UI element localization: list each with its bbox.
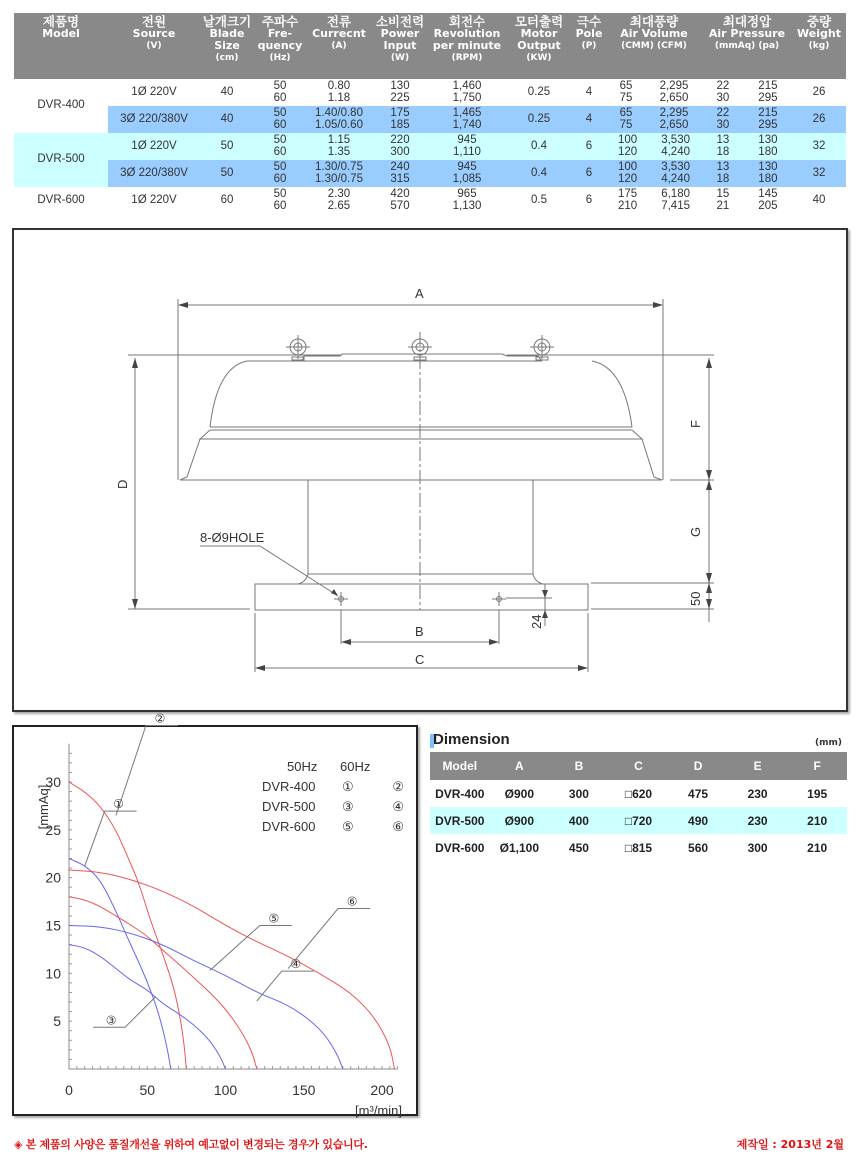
cell-current: 1.30/0.75 1.30/0.75 [306, 160, 372, 187]
dimension-cell: DVR-500 [430, 807, 490, 834]
dimension-header-cell: B [549, 752, 609, 780]
legend-col-50hz: 50Hz [287, 759, 318, 774]
dimension-cell: 195 [807, 786, 828, 801]
curve-1 [69, 859, 171, 1069]
x-tick-label: 100 [213, 1082, 238, 1098]
header-korean: 회전수 [448, 14, 486, 29]
spec-row [14, 106, 846, 133]
x-tick-label: 50 [139, 1082, 156, 1098]
cell-power: 175 185 [372, 106, 428, 133]
spec-header-cell [606, 13, 702, 79]
label-g: G [688, 526, 703, 537]
y-tick-label: 5 [53, 1013, 61, 1030]
dimension-cell: 230 [728, 807, 788, 834]
cell-rpm: 965 1,130 [428, 187, 506, 214]
cell-pole: 4 [572, 79, 606, 106]
dimension-cell: 230 [747, 786, 768, 801]
cell-motor: 0.25 [506, 106, 572, 133]
dimension-cell: 300 [568, 786, 589, 801]
cell-air-volume: 65 2,295 75 2,650 [606, 79, 702, 106]
cell-model: DVR-400 [14, 79, 108, 133]
dimension-cell: 400 [549, 807, 609, 834]
spec-header-cell [108, 13, 200, 79]
header-korean: 최대풍량 [629, 14, 679, 29]
dimension-drawing [12, 228, 848, 712]
dimension-cell: 300 [747, 840, 768, 855]
header-english: Blade Size [209, 27, 245, 52]
cell-hz: 50 60 [254, 79, 306, 106]
spec-header-cell [428, 13, 506, 79]
cell-power: 220 300 [372, 133, 428, 160]
dimension-table [430, 752, 847, 861]
cell-blade: 50 [200, 133, 254, 160]
cell-hz: 50 60 [254, 187, 306, 214]
label-f: F [688, 420, 703, 428]
y-axis-label: [mmAq] [36, 784, 51, 830]
dimension-cell: 210 [807, 840, 828, 855]
header-english: Weight [797, 27, 841, 40]
cell-pole: 6 [572, 187, 606, 214]
spec-row [14, 160, 846, 187]
header-unit: (KW) [526, 53, 552, 63]
cell-pole: 6 [572, 133, 606, 160]
x-tick-label: 0 [65, 1082, 73, 1098]
label-d: D [115, 479, 130, 489]
annotation-leader [116, 725, 178, 815]
dimension-header-cell: C [609, 752, 669, 780]
cell-weight: 26 [792, 79, 846, 106]
cell-air-pressure: 13 130 18 180 [702, 133, 792, 160]
spec-header-cell [702, 13, 792, 79]
legend-marker: ④ [392, 799, 404, 814]
header-korean: 모터출력 [514, 14, 564, 29]
header-unit: (kg) [808, 41, 830, 51]
y-tick-label: 10 [45, 965, 61, 982]
spec-header-cell [572, 13, 606, 79]
annotation-label: ① [113, 797, 125, 812]
dimension-title: Dimension [433, 731, 510, 748]
y-tick-label: 25 [45, 821, 61, 838]
header-unit: (P) [581, 41, 597, 51]
cell-hz: 50 60 [254, 160, 306, 187]
cell-air-pressure: 22 215 30 295 [702, 79, 792, 106]
legend-marker: ⑤ [342, 819, 354, 834]
spec-header-cell [306, 13, 372, 79]
legend-row-model: DVR-400 [262, 779, 316, 794]
chart-svg [12, 711, 422, 1120]
dimension-header-cell: E [728, 752, 788, 780]
cell-air-volume: 65 2,295 75 2,650 [606, 106, 702, 133]
header-english: Air Volume [620, 27, 688, 40]
cell-source: 3Ø 220/380V [108, 106, 200, 133]
spec-header-cell [792, 13, 846, 79]
legend-marker: ① [342, 779, 354, 794]
cell-blade: 40 [200, 106, 254, 133]
dimension-header-row [430, 752, 847, 780]
cell-blade: 60 [200, 187, 254, 214]
annotation-leader [85, 811, 137, 866]
header-korean: 날개크기 [202, 14, 252, 29]
dimension-cell: □620 [624, 786, 653, 801]
cell-weight: 32 [792, 160, 846, 187]
label-a: A [415, 286, 424, 301]
label-hole: 8-Ø9HOLE [200, 530, 265, 545]
spec-header-cell [200, 13, 254, 79]
drawing-svg [14, 230, 850, 714]
legend-marker: ② [392, 779, 404, 794]
cell-rpm: 1,465 1,740 [428, 106, 506, 133]
cell-pole: 4 [572, 106, 606, 133]
dimension-cell: Ø900 [504, 786, 535, 801]
x-axis-label: [m³/min] [355, 1103, 402, 1118]
dimension-header-cell: Model [430, 752, 490, 780]
cell-weight: 26 [792, 106, 846, 133]
curve-3 [69, 945, 226, 1069]
curve-4 [69, 897, 257, 1069]
header-english: Model [42, 27, 80, 40]
performance-chart [12, 711, 418, 1118]
cell-current: 1.40/0.80 1.05/0.60 [306, 106, 372, 133]
curve-5 [69, 926, 343, 1070]
spec-row [14, 79, 846, 106]
cell-air-volume: 175 6,180 210 7,415 [606, 187, 702, 214]
annotation-label: ④ [290, 957, 302, 972]
cell-blade: 40 [200, 79, 254, 106]
legend-row-model: DVR-600 [262, 819, 316, 834]
legend-col-60hz: 60Hz [340, 759, 371, 774]
y-tick-label: 20 [45, 869, 61, 886]
cell-model: DVR-600 [14, 187, 108, 214]
annotation-leader [93, 997, 155, 1027]
cell-air-pressure: 22 215 30 295 [702, 106, 792, 133]
dimension-cell: 210 [787, 807, 847, 834]
cell-current: 0.80 1.18 [306, 79, 372, 106]
header-korean: 소비전력 [375, 14, 425, 29]
header-english: Air Pressure [708, 27, 786, 40]
spec-table [14, 13, 846, 214]
dimension-header-cell: D [668, 752, 728, 780]
cell-air-volume: 100 3,530 120 4,240 [606, 160, 702, 187]
cell-weight: 32 [792, 133, 846, 160]
cell-source: 1Ø 220V [108, 133, 200, 160]
header-korean: 제품명 [42, 14, 80, 29]
annotation-label: ② [154, 711, 166, 726]
dimension-cell: 450 [568, 840, 589, 855]
legend-marker: ③ [342, 799, 354, 814]
cell-motor: 0.4 [506, 133, 572, 160]
cell-pole: 6 [572, 160, 606, 187]
cell-power: 420 570 [372, 187, 428, 214]
dimension-cell: DVR-400 [435, 786, 485, 801]
header-english: Source [132, 27, 176, 40]
cell-air-pressure: 13 130 18 180 [702, 160, 792, 187]
dimension-row [430, 807, 847, 834]
curve-2 [69, 782, 186, 1069]
header-korean: 전류 [326, 14, 352, 29]
spec-header-row [14, 13, 846, 79]
spec-change-notice: ◈ 본 제품의 사양은 품질개선을 위하여 예고없이 변경되는 경우가 있습니다. [14, 1138, 368, 1151]
cell-source: 3Ø 220/380V [108, 160, 200, 187]
y-tick-label: 30 [45, 774, 61, 790]
legend-row-model: DVR-500 [262, 799, 316, 814]
cell-source: 1Ø 220V [108, 79, 200, 106]
y-tick-label: 15 [45, 917, 61, 934]
header-unit: (mmAq) (pa) [714, 41, 780, 51]
x-tick-label: 200 [370, 1082, 394, 1098]
header-unit: (W) [390, 53, 410, 63]
header-unit: (RPM) [451, 53, 483, 63]
spec-row [14, 187, 846, 214]
x-tick-label: 150 [292, 1082, 316, 1098]
annotation-label: ⑤ [268, 911, 280, 926]
cell-hz: 50 60 [254, 133, 306, 160]
spec-row [14, 133, 846, 160]
cell-source: 1Ø 220V [108, 187, 200, 214]
cell-air-pressure: 15 145 21 205 [702, 187, 792, 214]
header-english: Currecnt [312, 27, 366, 40]
cell-weight: 40 [792, 187, 846, 214]
label-24: 24 [529, 614, 544, 629]
annotation-leader [210, 925, 292, 970]
dimension-cell: 475 [688, 786, 709, 801]
cell-power: 130 225 [372, 79, 428, 106]
cell-current: 1.15 1.35 [306, 133, 372, 160]
dimension-unit: (mm) [815, 738, 842, 748]
cell-power: 240 315 [372, 160, 428, 187]
spec-header-cell [372, 13, 428, 79]
header-korean: 전원 [141, 14, 167, 29]
dimension-header-cell: A [490, 752, 550, 780]
spec-header-cell [506, 13, 572, 79]
header-korean: 극수 [576, 14, 602, 29]
header-unit: (Hz) [269, 53, 291, 63]
annotation-label: ③ [105, 1013, 117, 1028]
cell-model: DVR-500 [14, 133, 108, 187]
dimension-cell: Ø1,100 [499, 840, 540, 855]
dimension-cell: DVR-600 [435, 840, 485, 855]
annotation-label: ⑥ [346, 894, 358, 909]
dimension-cell: 490 [668, 807, 728, 834]
label-b: B [415, 624, 424, 639]
spec-header-cell [254, 13, 306, 79]
label-c: C [415, 652, 425, 667]
cell-rpm: 1,460 1,750 [428, 79, 506, 106]
dimension-row [430, 834, 847, 861]
header-korean: 최대정압 [722, 14, 772, 29]
cell-motor: 0.25 [506, 79, 572, 106]
dimension-row [430, 780, 847, 807]
annotation-leader [257, 971, 314, 1001]
dimension-cell: □815 [624, 840, 653, 855]
cell-rpm: 945 1,110 [428, 133, 506, 160]
cell-hz: 50 60 [254, 106, 306, 133]
header-english: Fre- quency [257, 27, 303, 52]
header-unit: (CMM) (CFM) [621, 41, 687, 51]
cell-air-volume: 100 3,530 120 4,240 [606, 133, 702, 160]
spec-header-cell [14, 13, 108, 79]
production-date: 제작일 : 2013년 2월 [736, 1138, 844, 1151]
header-korean: 주파수 [261, 14, 299, 29]
dimension-cell: 560 [688, 840, 709, 855]
cell-current: 2.30 2.65 [306, 187, 372, 214]
cell-motor: 0.5 [506, 187, 572, 214]
header-unit: (V) [146, 41, 162, 51]
header-unit: (cm) [215, 53, 239, 63]
header-english: Revolution per minute [432, 27, 502, 52]
label-50: 50 [688, 591, 703, 606]
header-english: Pole [575, 27, 603, 40]
dimension-cell: Ø900 [490, 807, 550, 834]
dimension-cell: □720 [609, 807, 669, 834]
header-unit: (A) [331, 41, 347, 51]
header-english: Motor Output [517, 27, 561, 52]
cell-rpm: 945 1,085 [428, 160, 506, 187]
header-english: Power Input [380, 27, 420, 52]
cell-blade: 50 [200, 160, 254, 187]
header-korean: 중량 [806, 14, 832, 29]
legend-marker: ⑥ [392, 819, 404, 834]
cell-motor: 0.4 [506, 160, 572, 187]
dimension-header-cell: F [787, 752, 847, 780]
